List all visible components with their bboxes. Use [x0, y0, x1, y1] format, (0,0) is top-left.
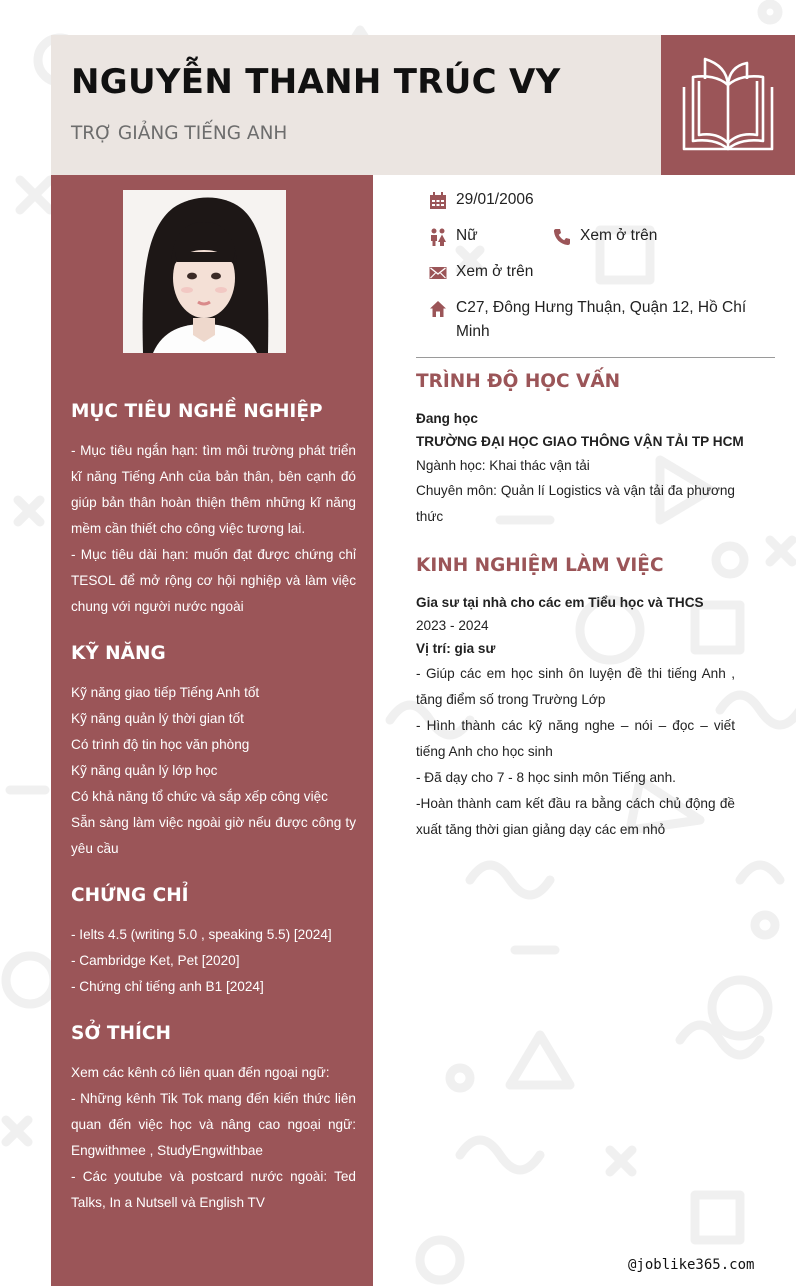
gender-row — [429, 224, 478, 248]
objective-text — [71, 438, 356, 620]
experience-section — [416, 591, 735, 843]
hobby-item: - Các youtube và postcard nước ngoài: Ted Talks, In a Nutsell và English TV — [71, 1169, 356, 1210]
job-duty: - Giúp các em học sinh ôn luyện đề thi tiếng Anh , tăng điểm số trong Trường Lớp — [416, 666, 735, 707]
education-title: TRÌNH ĐỘ HỌC VẤN — [416, 371, 621, 392]
address-row — [429, 296, 759, 344]
certificates-list — [71, 922, 356, 1000]
hobby-item: Xem các kênh có liên quan đến ngoại ngữ: — [71, 1065, 330, 1080]
email-icon — [429, 264, 447, 282]
skill-item: Kỹ năng quản lý lớp học — [71, 763, 218, 778]
hobbies-title: SỞ THÍCH — [71, 1023, 171, 1044]
job-duty: -Hoàn thành cam kết đầu ra bằng cách chủ động đề xuất tăng thời gian giảng dạy các em nhỏ — [416, 796, 735, 837]
experience-title: KINH NGHIỆM LÀM VIỆC — [416, 555, 664, 576]
calendar-icon — [429, 192, 447, 210]
gender-value: Nữ — [456, 227, 478, 244]
job-position: Vị trí: gia sư — [416, 641, 496, 656]
certificate-item: - Cambridge Ket, Pet [2020] — [71, 953, 240, 968]
objective-long-term: - Mục tiêu dài hạn: muốn đạt được chứng chỉ TESOL để mở rộng cơ hội nghiệp và làm việc chung với người nước ngoài — [71, 547, 356, 614]
education-specialty: Chuyên môn: Quản lí Logistics và vận tải đa phương thức — [416, 483, 735, 524]
phone-icon — [553, 228, 571, 246]
email-row — [429, 260, 533, 284]
divider — [416, 357, 775, 358]
job-duty: - Đã dạy cho 7 - 8 học sinh môn Tiếng anh. — [416, 770, 676, 785]
home-icon — [429, 300, 447, 318]
education-status: Đang học — [416, 411, 478, 426]
hobby-item: - Những kênh Tik Tok mang đến kiến thức liên quan đến việc học và nâng cao ngoại ngữ: Engwithmee , StudyEngwithbae — [71, 1091, 356, 1158]
sidebar — [51, 175, 373, 1286]
job-period: 2023 - 2024 — [416, 618, 489, 633]
skills-title: KỸ NĂNG — [71, 643, 166, 664]
profile-photo — [123, 190, 286, 353]
school-name: TRƯỜNG ĐẠI HỌC GIAO THÔNG VẬN TẢI TP HCM — [416, 434, 744, 449]
birthday-row — [429, 188, 534, 212]
certificates-title: CHỨNG CHỈ — [71, 885, 189, 906]
email-value: Xem ở trên — [456, 263, 534, 280]
skill-item: Có trình độ tin học văn phòng — [71, 737, 250, 752]
logo-box — [661, 35, 795, 175]
skill-item: Sẵn sàng làm việc ngoài giờ nếu được công ty yêu cầu — [71, 815, 356, 856]
education-major: Ngành học: Khai thác vận tải — [416, 458, 590, 473]
header — [51, 35, 661, 175]
birthday-value: 29/01/2006 — [456, 191, 534, 208]
skill-item: Có khả năng tổ chức và sắp xếp công việc — [71, 789, 328, 804]
gender-icon — [429, 228, 447, 246]
objective-title: MỤC TIÊU NGHỀ NGHIỆP — [71, 401, 323, 422]
certificate-item: - Ielts 4.5 (writing 5.0 , speaking 5.5) [2024] — [71, 927, 332, 942]
address-value: C27, Đông Hưng Thuận, Quận 12, Hồ Chí Minh — [456, 299, 747, 340]
candidate-name: NGUYỄN THANH TRÚC VY — [71, 62, 561, 102]
hobbies-list — [71, 1060, 356, 1216]
phone-value: Xem ở trên — [580, 227, 658, 244]
job-role: TRỢ GIẢNG TIẾNG ANH — [71, 123, 288, 144]
skill-item: Kỹ năng giao tiếp Tiếng Anh tốt — [71, 685, 260, 700]
objective-short-term: - Mục tiêu ngắn hạn: tìm môi trường phát triển kĩ năng Tiếng Anh của bản thân, bên cạnh đó giúp bản thân hoàn thiện thêm những kĩ năng mềm cần thiết cho công việc tương lai. — [71, 443, 356, 536]
job-title: Gia sư tại nhà cho các em Tiểu học và THCS — [416, 595, 704, 610]
job-duty: - Hình thành các kỹ năng nghe – nói – đọc – viết tiếng Anh cho học sinh — [416, 718, 735, 759]
open-book-icon — [681, 57, 775, 153]
phone-row — [553, 224, 657, 248]
certificate-item: - Chứng chỉ tiếng anh B1 [2024] — [71, 979, 264, 994]
skill-item: Kỹ năng quản lý thời gian tốt — [71, 711, 244, 726]
skills-list — [71, 680, 356, 862]
footer-watermark: @joblike365.com — [628, 1257, 755, 1273]
education-section — [416, 407, 744, 530]
